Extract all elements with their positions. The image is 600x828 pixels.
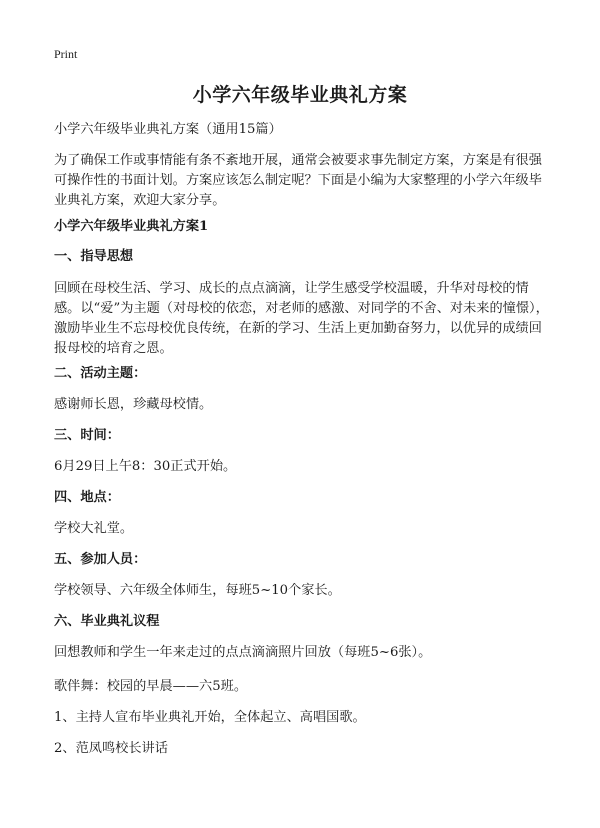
paragraph-time: 6月29日上午8：30正式开始。 (54, 459, 237, 474)
paragraph-guiding-ideology: 回顾在母校生活、学习、成长的点点滴滴，让学生感受学校温暖，升华对母校的情感。以“爱”为主题（对母校的依恋，对老师的感激、对同学的不舍、对未来的憧憬），激励毕业生不忘母校优良传统，在新的学习、生活上更加勤奋努力，以优异的成绩回报母校的培育之恩。 (54, 281, 549, 356)
paragraph-activity-theme: 感谢师长恩，珍藏母校情。 (54, 397, 213, 412)
heading-location: 四、地点： (54, 490, 120, 505)
agenda-item: 2、范凤鸣校长讲话 (54, 741, 168, 756)
heading-time: 三、时间： (54, 428, 120, 443)
heading-agenda: 六、毕业典礼议程 (54, 614, 160, 629)
intro-paragraph: 为了确保工作或事情能有条不紊地开展，通常会被要求事先制定方案，方案是有很强可操作性的书面计划。方案应该怎么制定呢？下面是小编为大家整理的小学六年级毕业典礼方案，欢迎大家分享。 (54, 153, 542, 208)
paragraph-location: 学校大礼堂。 (54, 521, 134, 536)
agenda-item: 歌伴舞：校园的早晨——六5班。 (54, 679, 248, 694)
document-title: 小学六年级毕业典礼方案 (192, 84, 408, 106)
heading-guiding-ideology: 一、指导思想 (54, 249, 134, 264)
agenda-item: 1、主持人宣布毕业典礼开始，全体起立、高唱国歌。 (54, 710, 366, 725)
paragraph-participants: 学校领导、六年级全体师生，每班5~10个家长。 (54, 583, 341, 598)
agenda-item: 回想教师和学生一年来走过的点点滴滴照片回放（每班5~6张）。 (54, 645, 432, 660)
heading-activity-theme: 二、活动主题： (54, 366, 147, 381)
print-link[interactable]: Print (54, 47, 78, 61)
section-title: 小学六年级毕业典礼方案1 (54, 219, 209, 234)
document-subtitle: 小学六年级毕业典礼方案（通用15篇） (54, 122, 282, 137)
heading-participants: 五、参加人员： (54, 552, 147, 567)
